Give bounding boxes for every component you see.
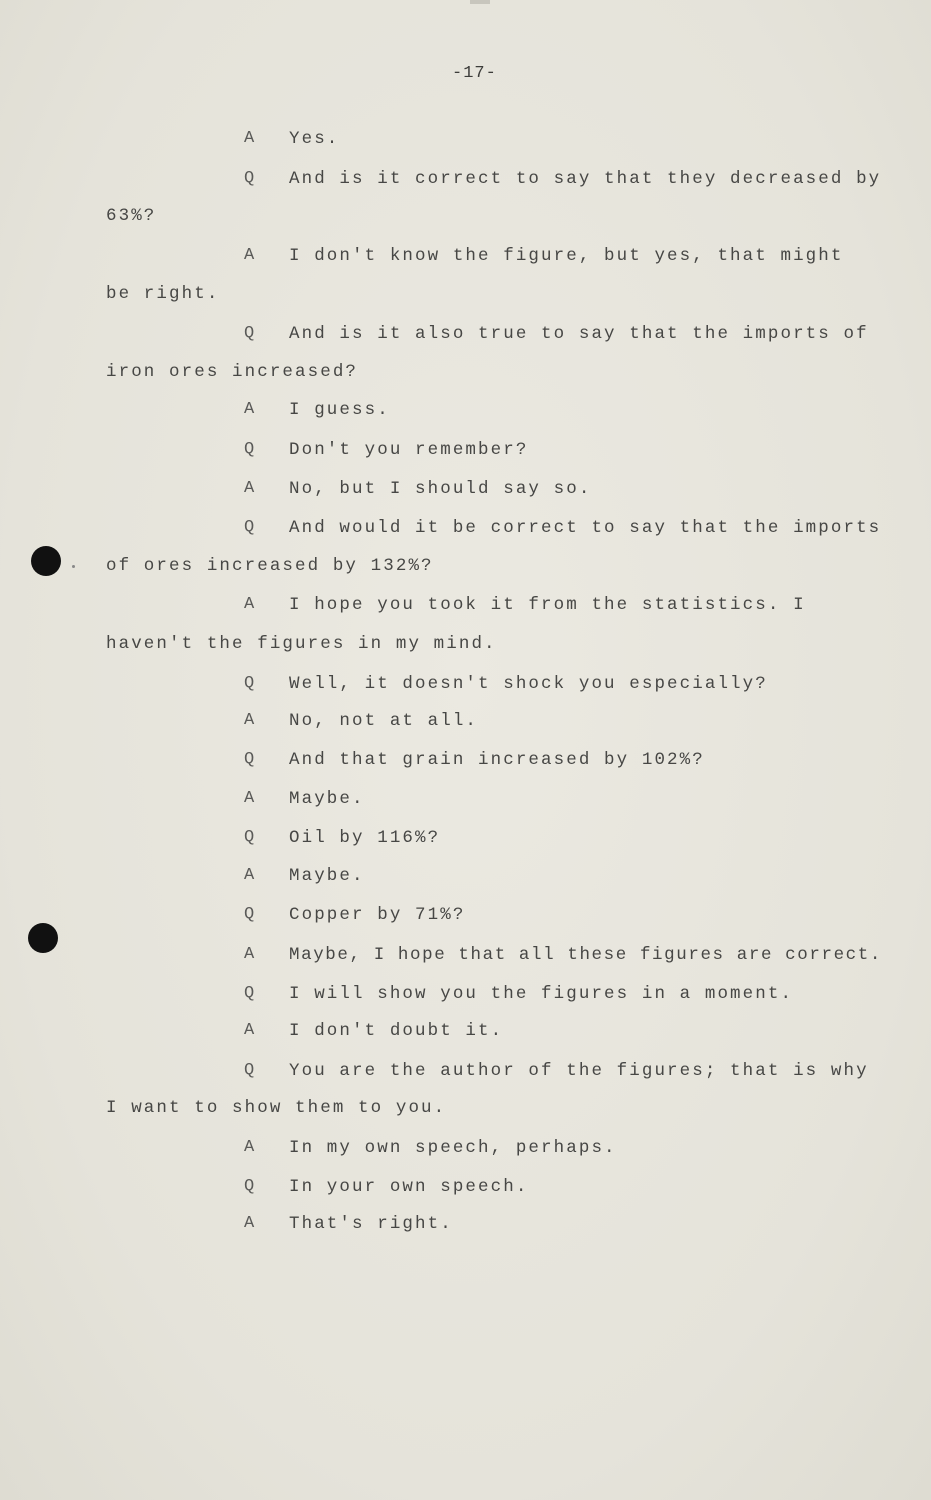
line-text: haven't the figures in my mind. — [106, 634, 497, 654]
line-text: Yes. — [289, 129, 340, 149]
line-text: I don't doubt it. — [289, 1021, 504, 1041]
line-text: In my own speech, perhaps. — [289, 1138, 617, 1158]
line-text: No, not at all. — [289, 711, 479, 731]
speaker-label: A — [244, 595, 257, 614]
line-text: I will show you the figures in a moment. — [289, 984, 794, 1004]
line-text: You are the author of the figures; that is why — [289, 1061, 869, 1081]
line-text: Copper by 71%? — [289, 905, 466, 925]
speaker-label: Q — [244, 750, 257, 769]
line-text: And is it correct to say that they decreased by — [289, 169, 882, 189]
line-text: Oil by 116%? — [289, 828, 441, 848]
speaker-label: Q — [244, 1061, 257, 1080]
speaker-label: A — [244, 400, 257, 419]
speaker-label: Q — [244, 518, 257, 537]
line-text: 63%? — [106, 206, 157, 226]
speaker-label: A — [244, 945, 256, 964]
speaker-label: A — [244, 711, 257, 730]
line-text: I don't know the figure, but yes, that might — [289, 246, 844, 266]
speaker-label: Q — [244, 828, 257, 847]
speaker-label: A — [244, 1021, 257, 1040]
top-edge-mark — [470, 0, 490, 4]
speaker-label: A — [244, 129, 257, 148]
line-text: be right. — [106, 284, 220, 304]
line-text: Don't you remember? — [289, 440, 529, 460]
line-text: And that grain increased by 102%? — [289, 750, 705, 770]
speaker-label: Q — [244, 169, 257, 188]
line-text: And is it also true to say that the imports of — [289, 324, 869, 344]
speaker-label: Q — [244, 905, 257, 924]
punch-hole-lower — [28, 923, 58, 953]
line-text: I want to show them to you. — [106, 1098, 447, 1118]
line-text: Maybe, I hope that all these figures are correct. — [289, 945, 882, 965]
page-number: -17- — [452, 64, 497, 83]
line-text: Maybe. — [289, 866, 365, 886]
line-text: I guess. — [289, 400, 390, 420]
paper-speck — [72, 565, 75, 568]
speaker-label: Q — [244, 1177, 257, 1196]
line-text: Well, it doesn't shock you especially? — [289, 674, 768, 694]
speaker-label: Q — [244, 324, 257, 343]
speaker-label: A — [244, 479, 257, 498]
speaker-label: A — [244, 1214, 257, 1233]
line-text: And would it be correct to say that the imports — [289, 518, 882, 538]
speaker-label: A — [244, 866, 257, 885]
line-text: iron ores increased? — [106, 362, 359, 382]
speaker-label: A — [244, 789, 257, 808]
line-text: No, but I should say so. — [289, 479, 592, 499]
line-text: Maybe. — [289, 789, 365, 809]
speaker-label: Q — [244, 984, 257, 1003]
line-text: That's right. — [289, 1214, 453, 1234]
speaker-label: A — [244, 1138, 257, 1157]
line-text: of ores increased by 132%? — [106, 556, 434, 576]
line-text: I hope you took it from the statistics. I — [289, 595, 806, 615]
speaker-label: Q — [244, 440, 257, 459]
punch-hole-upper — [31, 546, 61, 576]
speaker-label: A — [244, 246, 257, 265]
speaker-label: Q — [244, 674, 257, 693]
line-text: In your own speech. — [289, 1177, 529, 1197]
